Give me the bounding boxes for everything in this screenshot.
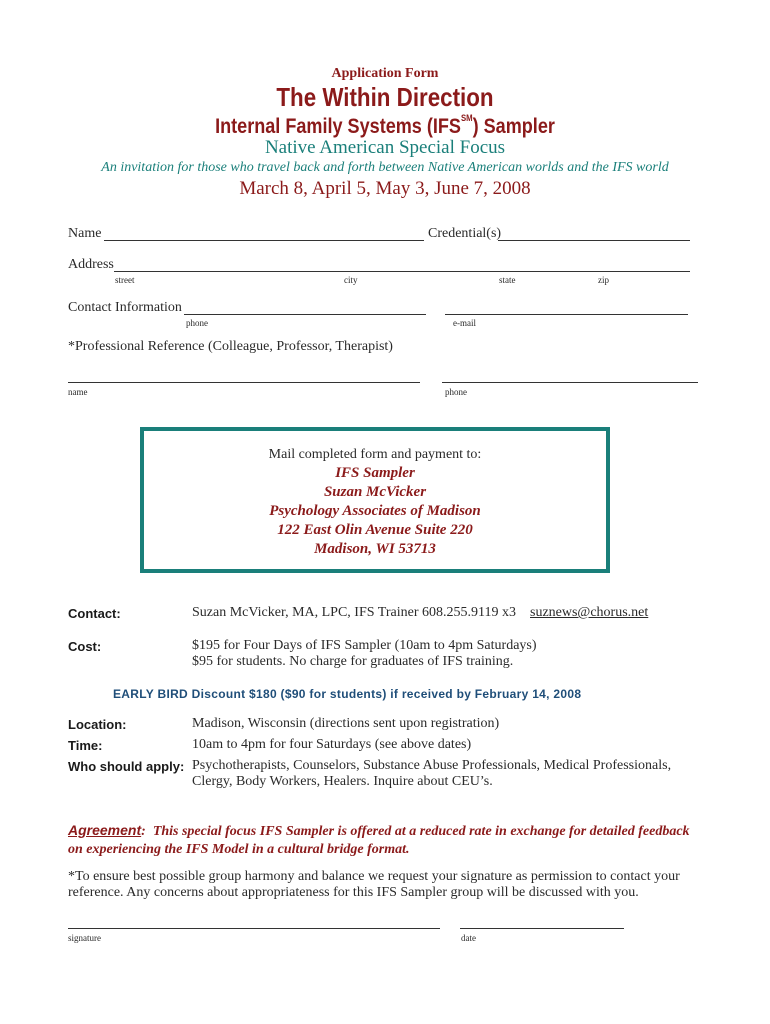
zip-caption: zip xyxy=(598,275,609,285)
reference-label: *Professional Reference (Colleague, Professor, Therapist) xyxy=(68,339,393,354)
subtitle-pre: Internal Family Systems (IFS xyxy=(215,115,461,138)
phone-caption: phone xyxy=(186,318,208,328)
mail-line-organization: Psychology Associates of Madison xyxy=(269,503,481,519)
contact-label-text: Contact xyxy=(68,606,117,621)
state-caption: state xyxy=(499,275,516,285)
city-caption: city xyxy=(344,275,358,285)
name-field[interactable] xyxy=(104,240,424,241)
subtitle-post: ) Sampler xyxy=(472,115,555,138)
reference-phone-field[interactable] xyxy=(442,382,698,383)
street-caption: street xyxy=(115,275,135,285)
contact-label: Contact: xyxy=(68,606,121,621)
who-label: Who should apply: xyxy=(68,759,185,774)
mail-line-person: Suzan McVicker xyxy=(323,484,427,500)
mail-line-city: Madison, WI 53713 xyxy=(314,541,436,557)
contact-value: Suzan McVicker, MA, LPC, IFS Trainer 608.255.9119 x3 xyxy=(192,605,516,620)
mail-line-street: 122 East Olin Avenue Suite 220 xyxy=(277,522,473,538)
who-line-2: Clergy, Body Workers, Healers. Inquire about CEU’s. xyxy=(192,774,493,789)
time-label-text: Time xyxy=(68,738,99,753)
location-label-text: Location xyxy=(68,717,123,732)
early-bird-discount: EARLY BIRD Discount $180 ($90 for students) if received by February 14, 2008 xyxy=(113,687,582,701)
contact-info-label: Contact Information xyxy=(68,300,182,315)
location-label: Location: xyxy=(68,717,127,732)
address-label: Address xyxy=(68,257,114,272)
reference-name-caption: name xyxy=(68,387,88,397)
name-label: Name xyxy=(68,226,102,241)
agreement-note-2: reference. Any concerns about appropriateness for this IFS Sampler group will be discussed with you. xyxy=(68,885,639,900)
credentials-label: Credential(s) xyxy=(428,226,502,241)
invitation-line: An invitation for those who travel back and forth between Native American worlds and the IFS world xyxy=(101,160,669,175)
phone-field[interactable] xyxy=(184,314,426,315)
signature-caption: signature xyxy=(68,933,101,943)
cost-label-text: Cost xyxy=(68,639,97,654)
focus-heading: Native American Special Focus xyxy=(264,137,506,158)
time-value: 10am to 4pm for four Saturdays (see above dates) xyxy=(192,737,472,752)
agreement-line-2: on experiencing the IFS Model in a cultural bridge format. xyxy=(68,842,410,857)
subtitle-sup: SM xyxy=(460,113,473,123)
cost-line-1: $195 for Four Days of IFS Sampler (10am to 4pm Saturdays) xyxy=(192,638,537,653)
agreement-statement: Agreement: This special focus IFS Sampler is offered at a reduced rate in exchange for detailed feedback on experiencing the IFS Model in a cultural bridge format. xyxy=(68,822,690,857)
date-caption: date xyxy=(461,933,476,943)
agreement-line-1: This special focus IFS Sampler is offered at a reduced rate in exchange for detailed feedback xyxy=(152,824,690,839)
form-label: Application Form xyxy=(331,66,439,81)
page-title: The Within Direction xyxy=(276,82,494,112)
who-label-text: Who should apply xyxy=(68,759,180,774)
credentials-field[interactable] xyxy=(498,240,690,241)
mail-lead: Mail completed form and payment to: xyxy=(268,447,482,462)
cost-line-2: $95 for students. No charge for graduates of IFS training. xyxy=(192,654,514,669)
cost-label: Cost: xyxy=(68,639,102,654)
mail-line-program: IFS Sampler xyxy=(335,465,415,481)
date-field[interactable] xyxy=(460,928,624,929)
agreement-label: Agreement xyxy=(68,822,142,838)
reference-phone-caption: phone xyxy=(445,387,467,397)
email-caption: e-mail xyxy=(453,318,476,328)
reference-name-field[interactable] xyxy=(68,382,420,383)
email-field[interactable] xyxy=(445,314,688,315)
signature-field[interactable] xyxy=(68,928,440,929)
contact-email-link[interactable]: suznews@chorus.net xyxy=(530,605,649,620)
address-field[interactable] xyxy=(114,271,690,272)
location-value: Madison, Wisconsin (directions sent upon registration) xyxy=(192,716,500,731)
time-label: Time: xyxy=(68,738,103,753)
session-dates: March 8, April 5, May 3, June 7, 2008 xyxy=(239,178,531,199)
agreement-note-1: *To ensure best possible group harmony and balance we request your signature as permission to contact your xyxy=(68,869,680,884)
who-line-1: Psychotherapists, Counselors, Substance Abuse Professionals, Medical Professionals, xyxy=(192,758,672,773)
mailing-address-box xyxy=(140,427,610,573)
page-subtitle xyxy=(54,113,716,139)
